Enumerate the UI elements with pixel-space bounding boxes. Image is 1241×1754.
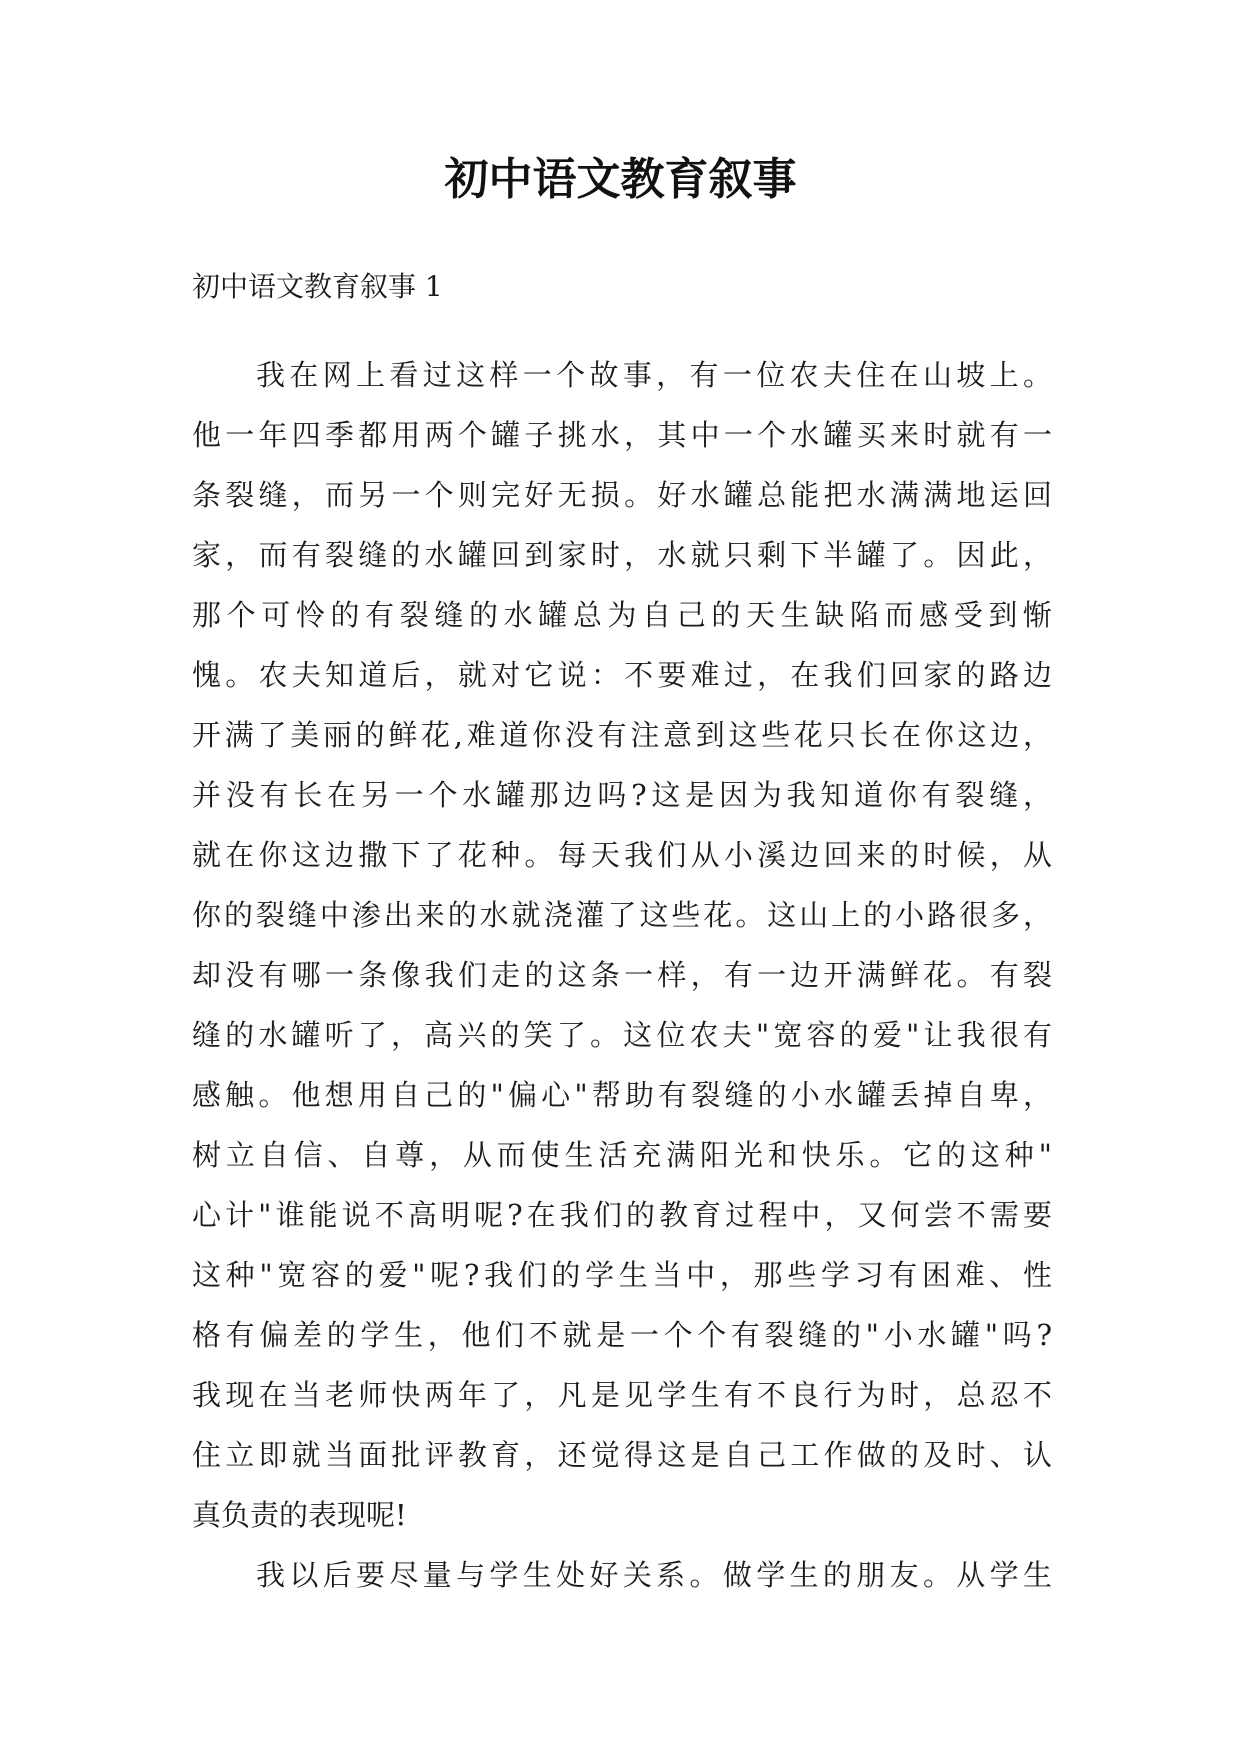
paragraph-line: 愧。农夫知道后，就对它说：不要难过，在我们回家的路边 xyxy=(192,658,1052,692)
paragraph-line: 心计"谁能说不高明呢?在我们的教育过程中，又何尝不需要 xyxy=(192,1198,1052,1232)
paragraph-line: 我在网上看过这样一个故事，有一位农夫住在山坡上。 xyxy=(256,358,1052,392)
document-title: 初中语文教育叙事 xyxy=(444,154,797,205)
paragraph-line: 他一年四季都用两个罐子挑水，其中一个水罐买来时就有一 xyxy=(192,418,1052,452)
paragraph-line: 条裂缝，而另一个则完好无损。好水罐总能把水满满地运回 xyxy=(192,478,1052,512)
paragraph-line: 那个可怜的有裂缝的水罐总为自己的天生缺陷而感受到惭 xyxy=(192,598,1052,632)
section-heading: 初中语文教育叙事 1 xyxy=(192,270,443,303)
paragraph-line: 真负责的表现呢! xyxy=(192,1498,407,1532)
paragraph-line: 格有偏差的学生，他们不就是一个个有裂缝的"小水罐"吗? xyxy=(192,1318,1052,1352)
paragraph-line: 家，而有裂缝的水罐回到家时，水就只剩下半罐了。因此， xyxy=(192,538,1052,572)
paragraph-line: 缝的水罐听了，高兴的笑了。这位农夫"宽容的爱"让我很有 xyxy=(192,1018,1052,1052)
paragraph-line: 并没有长在另一个水罐那边吗?这是因为我知道你有裂缝， xyxy=(192,778,1052,812)
paragraph-line: 却没有哪一条像我们走的这条一样，有一边开满鲜花。有裂 xyxy=(192,958,1052,992)
paragraph-line: 我现在当老师快两年了，凡是见学生有不良行为时，总忍不 xyxy=(192,1378,1052,1412)
paragraph-line: 住立即就当面批评教育，还觉得这是自己工作做的及时、认 xyxy=(192,1438,1052,1472)
paragraph-line: 开满了美丽的鲜花,难道你没有注意到这些花只长在你这边， xyxy=(192,718,1052,752)
paragraph-line: 你的裂缝中渗出来的水就浇灌了这些花。这山上的小路很多， xyxy=(192,898,1052,932)
paragraph-line: 就在你这边撒下了花种。每天我们从小溪边回来的时候，从 xyxy=(192,838,1052,872)
paragraph-line: 树立自信、自尊，从而使生活充满阳光和快乐。它的这种" xyxy=(192,1138,1052,1172)
body-text xyxy=(192,350,1052,1610)
paragraph-line: 感触。他想用自己的"偏心"帮助有裂缝的小水罐丢掉自卑， xyxy=(192,1078,1052,1112)
paragraph xyxy=(192,1550,1052,1610)
paragraph-line: 我以后要尽量与学生处好关系。做学生的朋友。从学生 xyxy=(256,1558,1052,1592)
paragraph xyxy=(192,350,1052,1550)
paragraph-line: 这种"宽容的爱"呢?我们的学生当中，那些学习有困难、性 xyxy=(192,1258,1052,1292)
